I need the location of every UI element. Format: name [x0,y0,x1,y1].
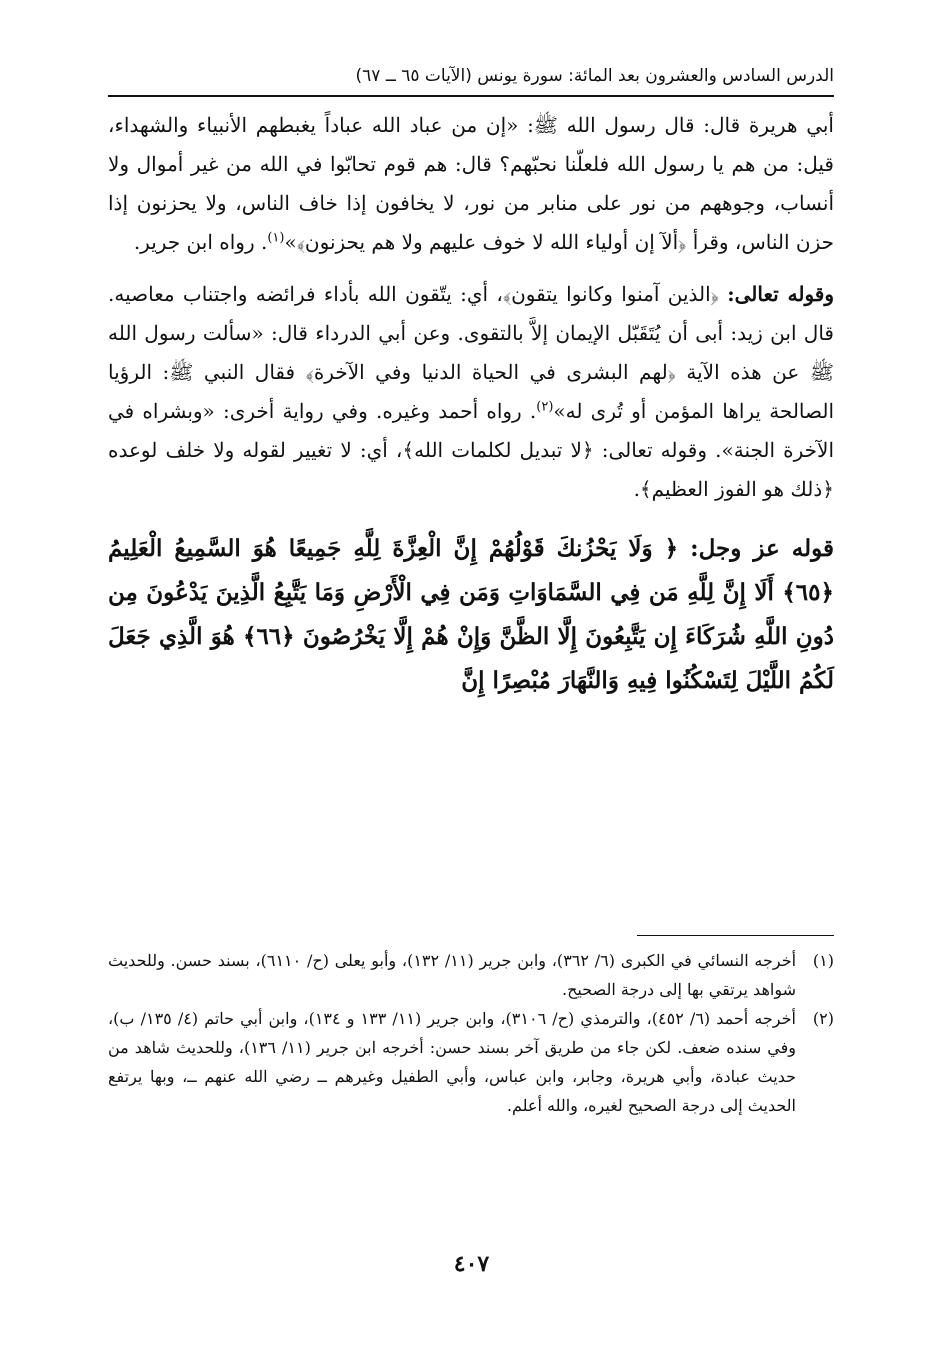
paragraph-commentary [108,275,834,509]
running-header: الدرس السادس والعشرون بعد المائة: سورة يونس (الآيات ٦٥ ــ ٦٧) [355,66,834,86]
commentary-text-b: . رواه أحمد وغيره. وفي رواية أخرى: «وبشراه في الآخرة الجنة». وقوله تعالى: ﴿لا تبديل لكلمات الله﴾، أي: لا تغيير لقوله ولا خلف لوعده ﴿ذلك هو الفوز العظيم﴾. [108,399,834,501]
paragraph-hadith [108,106,834,262]
page-number: ٤٠٧ [453,1251,490,1277]
main-text [108,106,834,703]
footnote-1 [108,946,834,1004]
footnote-text: أخرجه النسائي في الكبرى (٦/ ٣٦٢)، وابن جرير (١١/ ١٣٢)، وأبو يعلى (ح/ ٦١١٠)، بسند حسن. وللحديث شواهد يرتقي بها إلى درجة الصحيح. [108,951,797,999]
header-divider [108,95,834,97]
hadith-tail: . رواه ابن جرير. [133,230,268,254]
footnote-ref-2[interactable]: (٢) [536,399,554,415]
footnotes [108,946,834,1120]
hadith-text: أبي هريرة قال: قال رسول الله ﷺ: «إن من عباد الله عباداً يغبطهم الأنبياء والشهداء، قيل: من هم يا رسول الله فلعلّنا نحبّهم؟ قال: هم قوم تحابّوا في الله من غير أموال ولا أنساب، وجوههم من نور على منابر من نور، لا يخافون إذا خاف الناس، ولا يحزنون إذا حزن الناس، وقرأ ﴿ألآ إن أولياء الله لا خوف عليهم ولا هم يحزنون﴾» [108,113,834,254]
footnote-ref-1[interactable]: (١) [267,230,285,246]
paragraph-verses [108,527,834,703]
footnote-number: (١) [812,951,834,970]
footnote-divider [637,935,834,936]
footnote-text: أخرجه أحمد (٦/ ٤٥٢)، والترمذي (ح/ ٣١٠٦)، وابن جرير (١١/ ١٣٣ و ١٣٤)، وابن أبي حاتم (٤/ ١٣٥/ ب)، وفي سنده ضعف. لكن جاء من طريق آخر بسند حسن: أخرجه ابن جرير (١١/ ١٣٦)، وللحديث شاهد من حديث عبادة، وأبي هريرة، وجابر، وابن عباس، وأبي الطفيل وغيرهم ــ رضي الله عنهم ــ، وبها يرتفع الحديث إلى درجة الصحيح لغيره، والله أعلم. [108,1009,796,1115]
footnote-2 [108,1004,834,1120]
footnote-number: (٢) [812,1009,834,1028]
commentary-lead: وقوله تعالى: [727,282,834,306]
quran-verses: ﴿ وَلَا يَحْزُنكَ قَوْلُهُمْ إِنَّ الْعِزَّةَ لِلَّهِ جَمِيعًا هُوَ السَّمِيعُ الْعَلِيمُ ﴿٦٥﴾ أَلَا إِنَّ لِلَّهِ مَن فِي السَّمَاوَاتِ وَمَن فِي الْأَرْضِ وَمَا يَتَّبِعُ الَّذِينَ يَدْعُونَ مِن دُونِ اللَّهِ شُرَكَاءَ إِن يَتَّبِعُونَ إِلَّا الظَّنَّ وَإِنْ هُمْ إِلَّا يَخْرُصُونَ ﴿٦٦﴾ هُوَ الَّذِي جَعَلَ لَكُمُ اللَّيْلَ لِتَسْكُنُوا فِيهِ وَالنَّهَارَ مُبْصِرًا إِنَّ [108,535,834,694]
commentary-text-a: ﴿الذين آمنوا وكانوا يتقون﴾، أي: يتّقون الله بأداء فرائضه واجتناب معاصيه. قال ابن زيد: أبى أن يُتَقَبّل الإيمان إلاَّ بالتقوى. وعن أبي الدرداء قال: «سألت رسول الله ﷺ عن هذه الآية ﴿لهم البشرى في الحياة الدنيا وفي الآخرة﴾ فقال النبي ﷺ: الرؤيا الصالحة يراها المؤمن أو تُرى له» [108,282,835,423]
verses-lead: قوله عز وجل: [690,535,834,562]
